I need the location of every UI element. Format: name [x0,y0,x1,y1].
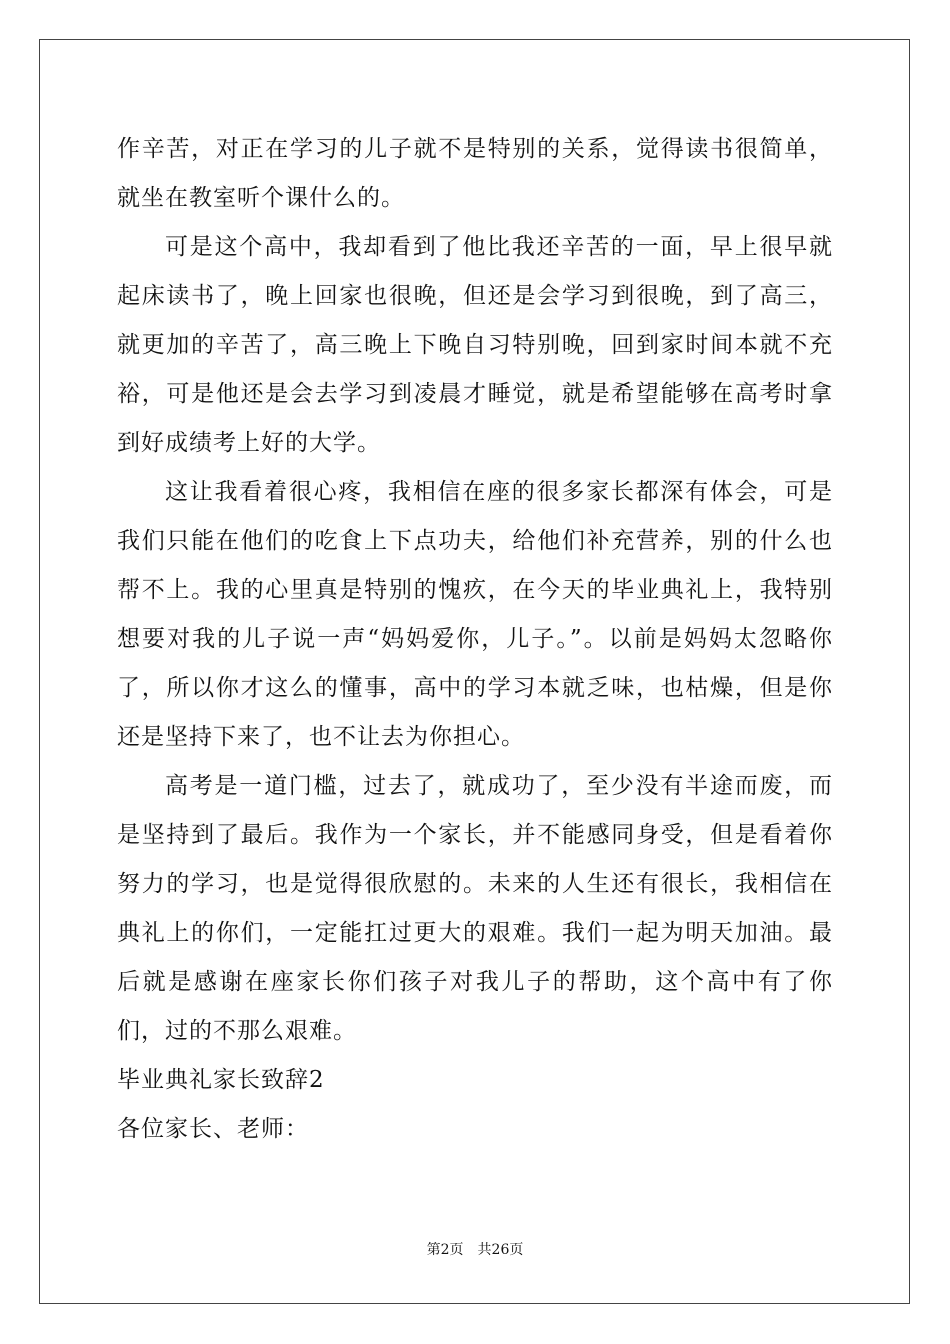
salutation: 各位家长、老师： [117,1116,309,1142]
paragraph-continuation: 作辛苦，对正在学习的儿子就不是特别的关系，觉得读书很简单，就坐在教室听个课什么的。 [117,136,833,211]
page-footer [0,1239,950,1259]
paragraph: 可是这个高中，我却看到了他比我还辛苦的一面，早上很早就起床读书了，晚上回家也很晚，但还是会学习到很晚，到了高三，就更加的辛苦了，高三晚上下晚自习特别晚，回到家时间本就不充裕，可是他还是会去学习到凌晨才睡觉，就是希望能够在高考时拿到好成绩考上好的大学。 [117,234,833,456]
document-body [117,125,833,1154]
page-total: 共26页 [477,1242,524,1258]
paragraph: 高考是一道门槛，过去了，就成功了，至少没有半途而废，而是坚持到了最后。我作为一个家长，并不能感同身受，但是看着你努力的学习，也是觉得很欣慰的。未来的人生还有很长，我相信在典礼上的你们，一定能扛过更大的艰难。我们一起为明天加油。最后就是感谢在座家长你们孩子对我儿子的帮助，这个高中有了你们，过的不那么艰难。 [117,773,833,1044]
page-number: 第2页 [426,1242,464,1258]
paragraph: 这让我看着很心疼，我相信在座的很多家长都深有体会，可是我们只能在他们的吃食上下点功夫，给他们补充营养，别的什么也帮不上。我的心里真是特别的愧疚，在今天的毕业典礼上，我特别想要对我的儿子说一声“妈妈爱你，儿子。”。以前是妈妈太忽略你了，所以你才这么的懂事，高中的学习本就乏味，也枯燥，但是你还是坚持下来了，也不让去为你担心。 [117,479,833,750]
section-heading: 毕业典礼家长致辞2 [117,1067,325,1093]
